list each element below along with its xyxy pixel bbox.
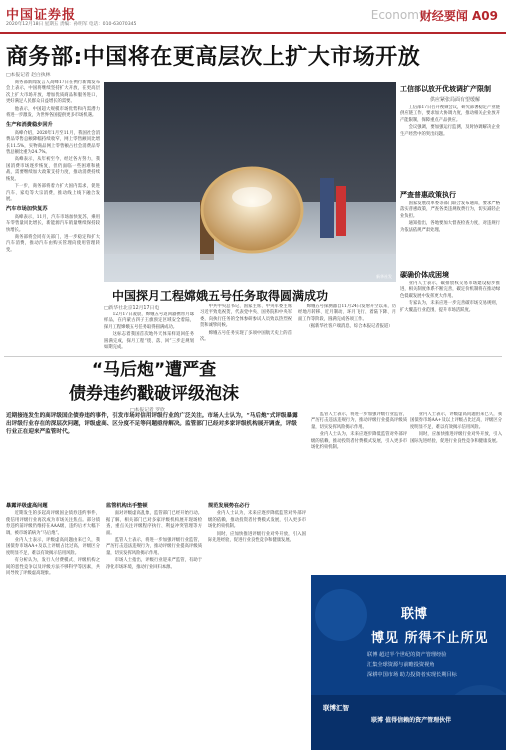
return-capsule-photo (104, 82, 396, 282)
bond-byline: □本报记者 罗欣 (130, 408, 165, 413)
paragraph: 业内人士表示，评级虚高问题由来已久，我国债券市场AA+及以上评级占比过高，评级区分度明显不足，难以有效揭示信用风险。 (6, 538, 100, 556)
page-header (0, 0, 506, 34)
paragraph: 同时，应加快推进评级行业对外开放，引入国际先进经验，促进行业良性竞争和健康发展。 (208, 531, 306, 544)
paragraph: （据新华社客户端消息，综合本报记者报道） (306, 324, 393, 330)
change5-byline: □新华社北京12月17日电 (104, 306, 160, 311)
paragraph: 商务部将会同有关部门，进一步稳定和扩大汽车消费，推动汽车由购买管理向使用管理转变。 (6, 234, 100, 253)
paragraph: 有分析认为，发行人付费模式、评级机构之间的恶性竞争以及评级方法不够科学等因素，共同导致了评级虚高现象。 (6, 558, 100, 577)
paragraph: 高峰表示，从年初至今，经过各方努力，我国消费市场逐步恢复，但仍面临一些困难和挑战，需要继续加大政策支持力度，推动消费持续恢复。 (6, 157, 100, 182)
right-article-2-body (400, 201, 500, 265)
main-article-column (6, 80, 100, 350)
advertisement[interactable] (311, 575, 506, 750)
right-article-3-body (400, 281, 500, 351)
bond-column-3 (208, 500, 306, 746)
paragraph: 近期发生的多起高评级国企债券违约事件，使信用评级行业再次成为市场关注焦点。部分债券违约前评级仍维持在AAA级，违约后才大幅下调，被市场诟病为“马后炮”。 (6, 511, 100, 536)
subhead: 汽车市场加快复苏 (6, 206, 48, 213)
change5-headline: 中国探月工程嫦娥五号任务取得圆满成功 (112, 289, 329, 303)
right-article-title-2: 严查普惠政策执行 (400, 191, 456, 199)
paragraph: 专家认为，未来应进一步完善碳市场交易规则，扩大覆盖行业范围，提升市场活跃度。 (400, 301, 500, 313)
paragraph: 这标志着我国首次地外天体采样返回任务圆满完成，探月工程“绕、落、回”三步走规划如期完成。 (104, 332, 194, 351)
paragraph: 商务部新闻发言人高峰17日在例行新闻发布会上表示，中国将继续坚持扩大开放，在更高层次上扩大市场开放，增加优质商品和服务进口，更好满足人民群众日益增长的需要。 (6, 80, 100, 105)
bond-lead: 近期接连发生的高评级国企债券违约事件，引发市场对信用评级行业的广泛关注。市场人士认为，“马后炮”式评级暴露出评级行业存在的深层次问题，评级虚高、区分度不足等问题亟待解决。监管部门已经对多家评级机构展开调查，评级行业正在迎来严监管时代。 (6, 413, 298, 435)
paragraph: 业内人士表示，评级虚高问题由来已久，我国债券市场AA+及以上评级占比过高，评级区分度明显不足，难以有效揭示信用风险。 (410, 412, 502, 430)
paragraph: 国家发展改革委等部门联合发布通知，要求严格落实普惠政策，严查各类违规收费行为，切实减轻企业负担。 (400, 201, 500, 219)
paragraph: 他表示，中国超大规模市场优势和内需潜力将进一步激发，为世界各国提供更多市场机遇。 (6, 106, 100, 119)
ad-footer: 联博 值得信赖的资产管理伙伴 (371, 717, 452, 724)
paragraph: 12月17日凌晨，嫦娥五号返回器携带月球样品，在内蒙古四子王旗预定区域安全着陆，探月工程嫦娥五号任务取得圆满成功。 (104, 312, 194, 330)
bond-headline (0, 358, 308, 406)
photo-credit: 新华社发 (376, 274, 392, 279)
ad-line: 汇集全球资源与前瞻投资视角 (367, 662, 435, 668)
issue-meta: 2020年12月18日 星期五 责编：孙明军 电话：010-63070345 (6, 22, 137, 27)
paragraph: 嫦娥五号探测器自11月24日发射升空以来，历经地月转移、近月制动、环月飞行、着陆下降、月面工作等阶段，圆满完成各项工作。 (298, 304, 396, 322)
ad-brand: 联博 (401, 607, 428, 622)
bond-headline-line-2: 债券违约戳破评级泡沫 (69, 384, 239, 404)
change5-column-a (104, 312, 194, 354)
change5-column-c (298, 304, 396, 354)
paragraph: 监管人士表示，将进一步加强评级行业监管，严厉打击违法违规行为，推动评级行业提高评级质量，切实发挥风险揭示作用。 (311, 412, 407, 430)
bond-headline-line-1: “马后炮”遭严查 (91, 360, 217, 380)
paragraph: 市场人士指出，评级行业迎来严监管，有助于净化市场环境，推动行业回归本源。 (106, 558, 202, 570)
capsule-illustration (104, 82, 396, 282)
bond-column-1 (6, 500, 100, 746)
change5-column-b (200, 304, 292, 354)
subhead: 生产和消费稳步回升 (6, 122, 53, 129)
subhead: 规范发展势在必行 (208, 503, 250, 509)
paragraph: 业内人士认为，未来应逐步降低监管对外部评级的依赖，推动投资者付费模式发展，引入更多市场化约束机制。 (311, 432, 407, 451)
paragraph: 会议强调，要加强运行监测，及时协调解决企业生产经营中的突出问题。 (400, 125, 500, 137)
paragraph: 业内人士认为，未来应逐步降低监管对外部评级的依赖，推动投资者付费模式发展，引入更多市场化约束机制。 (208, 511, 306, 530)
paragraph: 同时，应加快推进评级行业对外开放，引入国际先进经验，促进行业良性竞争和健康发展。 (410, 432, 502, 444)
main-byline: □本报记者 赵白执林 (6, 73, 51, 78)
ad-slogan: 博见 所得不止所见 (371, 631, 489, 646)
paragraph: 工信部17日召开视频会议，研究部署稳定产业链供应链工作，要求加大协调力度，推动相关企业放开产能限制，保障重点产品供应。 (400, 105, 500, 123)
paragraph: 中共中央总书记、国家主席、中央军委主席习近平致电祝贺，代表党中央、国务院和中央军委，向执行任务的全体参研参试人员致以热烈祝贺和诚挚问候。 (200, 304, 292, 329)
right-article-subtitle-1: 供应紧张局面有望缓解 (430, 97, 481, 103)
ad-line: 联博 超过半个世纪的资产管理经验 (367, 652, 447, 658)
paragraph: 面对评级虚高乱象，监管部门已经开始行动。据了解，相关部门已对多家评级机构展开现场检查，重点关注评级程序执行、利益冲突管理等方面。 (106, 511, 202, 536)
paragraph: 高峰介绍，2020年1月至11月，我国社会消费品零售总额降幅持续收窄，网上零售额同比增长11.5%，实物商品网上零售额占社会消费品零售总额比重为24.7%。 (6, 130, 100, 156)
paragraph: 监管人士表示，将进一步加强评级行业监管，严厉打击违法违规行为，推动评级行业提高评级质量，切实发挥风险揭示作用。 (106, 538, 202, 556)
ad-logo: 联博汇智 (323, 704, 349, 712)
right-article-1-body (400, 105, 500, 185)
bond-column-2 (106, 500, 202, 746)
bond-column-4 (311, 412, 407, 572)
ad-line: 深耕中国市场 助力投资者实现长期目标 (367, 672, 457, 678)
paragraph: 业内人士表示，碳排放权交易市场建设稳步推进，相关制度体系不断完善，碳定价机制将在推动绿色低碳发展中发挥更大作用。 (400, 281, 500, 299)
bond-column-5 (410, 412, 502, 572)
paragraph: 嫦娥五号任务实现了多项中国航天史上的首次。 (200, 330, 292, 343)
section-divider (4, 356, 502, 357)
main-headline: 商务部:中国将在更高层次上扩大市场开放 (6, 45, 421, 70)
subhead: 监管机构出手整顿 (106, 503, 148, 509)
paragraph: 高峰表示，11月，汽车市场加快复苏，乘用车零售量同比增长，新能源汽车销量继续保持较快增长。 (6, 214, 100, 233)
section-label-cn: 财经要闻 A09 (419, 9, 498, 23)
section-label-en: Economy (370, 8, 426, 22)
paragraph: 下一步，商务部将着力扩大国内需求，促进汽车、家电等大宗消费，推动线上线下融合发展。 (6, 184, 100, 202)
right-article-title-1: 工信部以放开优坡调扩产限制 (400, 85, 491, 93)
right-article-title-3: 碳确价体成困境 (400, 271, 449, 279)
masthead-logo: 中国证券报 (6, 8, 77, 23)
paragraph: 通知指出，各地要加大督查检查力度，对违规行为依法依规严肃处理。 (400, 221, 500, 233)
subhead: 暴露评级虚高问题 (6, 503, 48, 509)
